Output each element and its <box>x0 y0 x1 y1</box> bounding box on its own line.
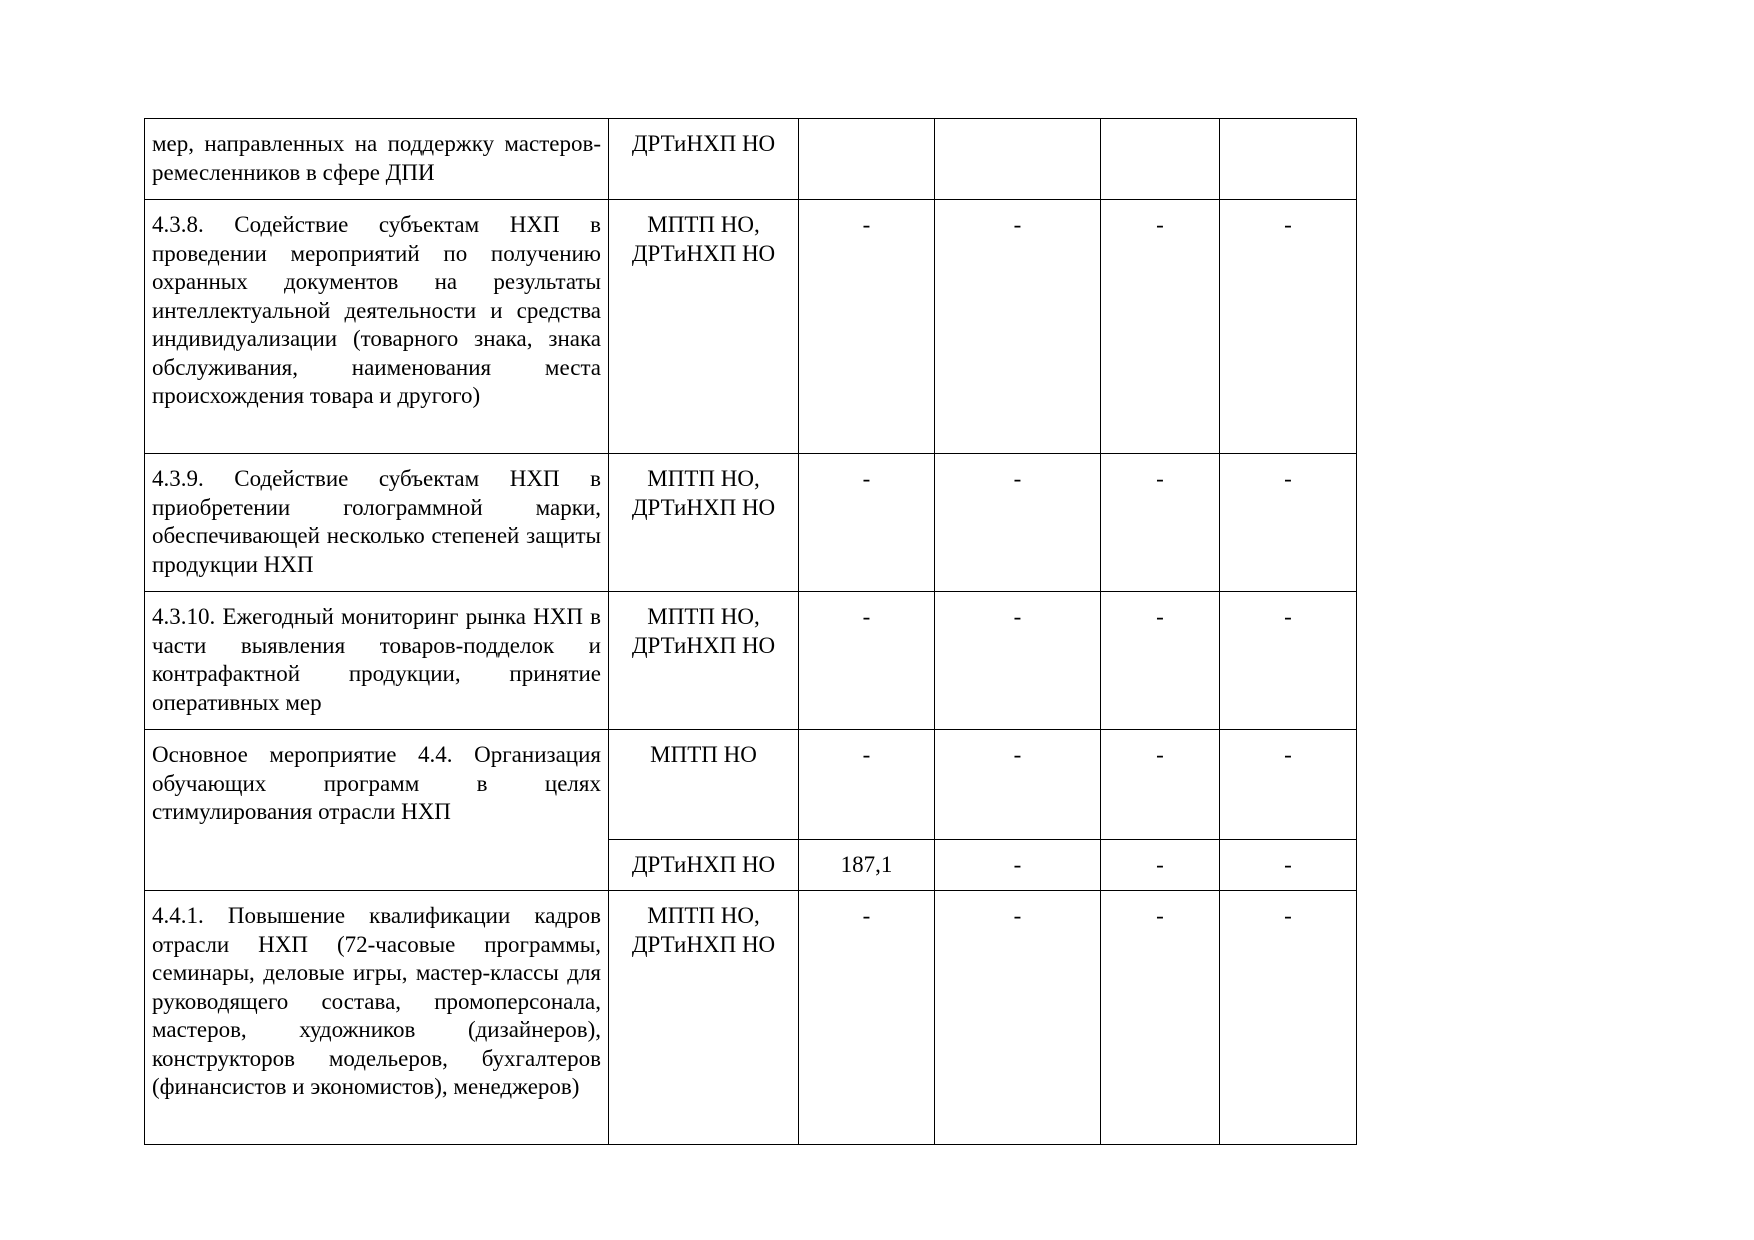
value-cell: - <box>1220 454 1357 592</box>
value-cell: - <box>935 200 1101 454</box>
value-cell: - <box>935 840 1101 891</box>
table-row <box>145 200 1357 454</box>
value-cell: - <box>799 200 935 454</box>
value-cell: - <box>1101 730 1220 840</box>
value-cell <box>1220 119 1357 200</box>
value-cell: - <box>1220 200 1357 454</box>
value-cell: - <box>935 891 1101 1145</box>
table-row <box>145 891 1357 1145</box>
value-cell <box>799 119 935 200</box>
value-cell: - <box>935 592 1101 730</box>
activity-executor: ДРТиНХП НО <box>609 840 799 891</box>
activity-description: мер, направленных на поддержку мастеров-ремесленников в сфере ДПИ <box>145 119 609 200</box>
value-cell: - <box>1220 840 1357 891</box>
value-cell: - <box>1101 891 1220 1145</box>
activity-executor: ДРТиНХП НО <box>609 119 799 200</box>
value-cell: - <box>935 730 1101 840</box>
table-row <box>145 119 1357 200</box>
value-cell: - <box>1220 891 1357 1145</box>
value-cell <box>935 119 1101 200</box>
value-cell: - <box>1220 730 1357 840</box>
value-cell: - <box>1220 592 1357 730</box>
value-cell: - <box>1101 840 1220 891</box>
activity-executor: МПТП НО, ДРТиНХП НО <box>609 200 799 454</box>
activity-executor: МПТП НО, ДРТиНХП НО <box>609 592 799 730</box>
table-row <box>145 454 1357 592</box>
value-cell: - <box>799 454 935 592</box>
value-cell: - <box>799 730 935 840</box>
value-cell: 187,1 <box>799 840 935 891</box>
activity-description: 4.3.10. Ежегодный мониторинг рынка НХП в части выявления товаров-подделок и контрафактной продукции, принятие оперативных мер <box>145 592 609 730</box>
value-cell: - <box>1101 454 1220 592</box>
activity-description: 4.4.1. Повышение квалификации кадров отрасли НХП (72-часовые программы, семинары, деловые игры, мастер-классы для руководящего состава, промоперсонала, мастеров, художников (дизайнеров), конструкторов модельеров, бухгалтеров (финансистов и экономистов), менеджеров) <box>145 891 609 1145</box>
value-cell: - <box>1101 200 1220 454</box>
activity-executor: МПТП НО, ДРТиНХП НО <box>609 891 799 1145</box>
activity-description: 4.3.9. Содействие субъектам НХП в приобретении голограммной марки, обеспечивающей несколько степеней защиты продукции НХП <box>145 454 609 592</box>
value-cell <box>1101 119 1220 200</box>
value-cell: - <box>799 891 935 1145</box>
table-row <box>145 592 1357 730</box>
program-activities-table <box>144 118 1357 1145</box>
activity-description: Основное мероприятие 4.4. Организация обучающих программ в целях стимулирования отрасли НХП <box>145 730 609 891</box>
value-cell: - <box>799 592 935 730</box>
value-cell: - <box>1101 592 1220 730</box>
activity-description: 4.3.8. Содействие субъектам НХП в проведении мероприятий по получению охранных документов на результаты интеллектуальной деятельности и средства индивидуализации (товарного знака, знака обслуживания, наименования места происхождения товара и другого) <box>145 200 609 454</box>
value-cell: - <box>935 454 1101 592</box>
activity-executor: МПТП НО <box>609 730 799 840</box>
table-row <box>145 730 1357 840</box>
activity-executor: МПТП НО, ДРТиНХП НО <box>609 454 799 592</box>
